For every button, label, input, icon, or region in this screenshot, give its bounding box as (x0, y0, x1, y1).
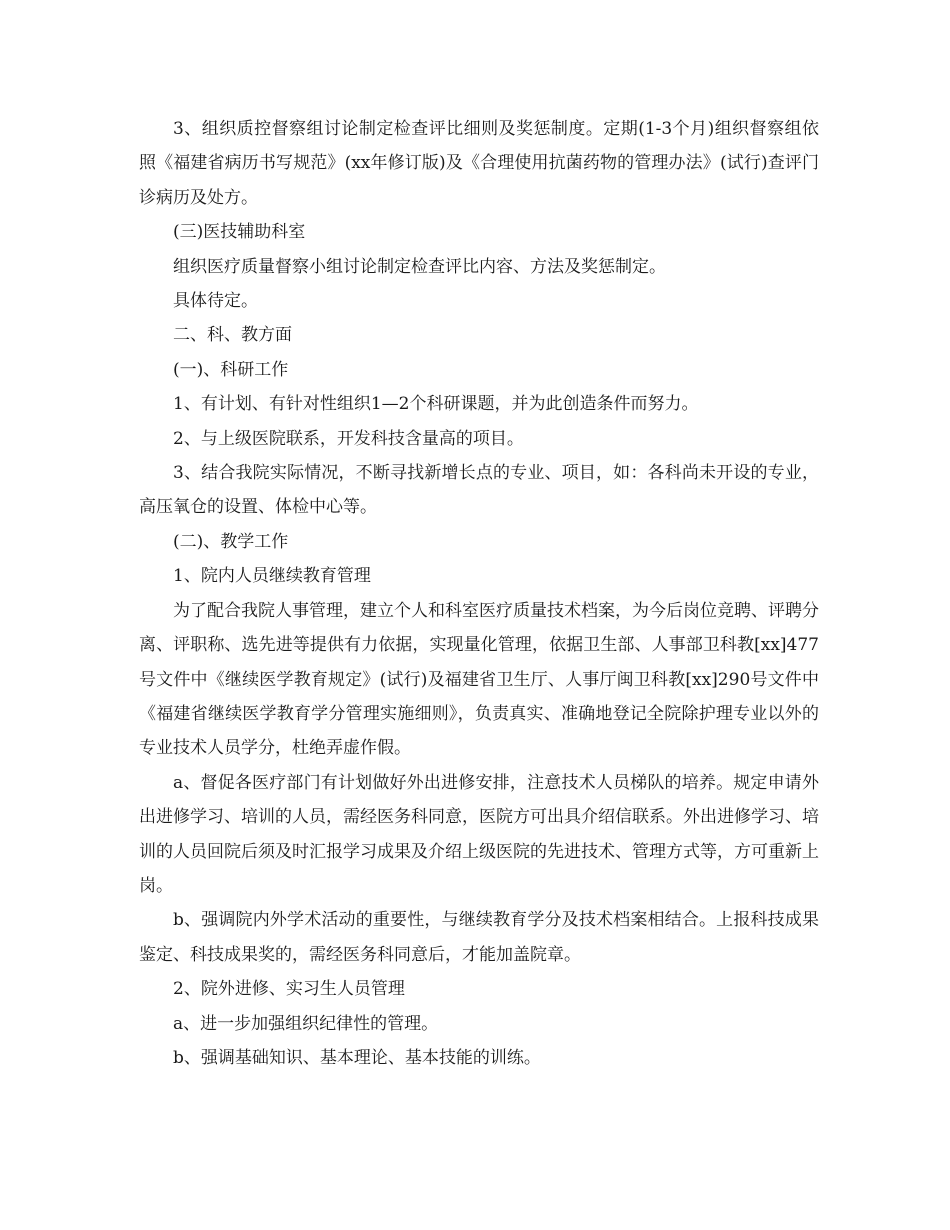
paragraph: 2、与上级医院联系，开发科技含量高的项目。 (173, 428, 524, 449)
section-heading: 1、院内人员继续教育管理 (173, 566, 371, 587)
paragraph: b、强调院内外学术活动的重要性，与继续教育学分及技术档案相结合。上报科技成果鉴定、科技成果奖的，需经医务科同意后，才能加盖院章。 (139, 910, 819, 965)
paragraph: 具体待定。 (173, 291, 258, 312)
paragraph: 1、有计划、有针对性组织1—2个科研课题，并为此创造条件而努力。 (173, 394, 699, 415)
section-heading: 二、科、教方面 (173, 325, 292, 346)
section-heading: (一)、科研工作 (173, 359, 289, 380)
paragraph: 3、结合我院实际情况，不断寻找新增长点的专业、项目，如：各科尚未开设的专业，高压氧仓的设置、体检中心等。 (139, 463, 819, 518)
paragraph: 组织医疗质量督察小组讨论制定检查评比内容、方法及奖惩制定。 (173, 256, 666, 277)
paragraph: 3、组织质控督察组讨论制定检查评比细则及奖惩制度。定期(1-3个月)组织督察组依照《福建省病历书写规范》(xx年修订版)及《合理使用抗菌药物的管理办法》(试行)查评门诊病历及处方。 (139, 119, 819, 208)
paragraph: 为了配合我院人事管理，建立个人和科室医疗质量技术档案，为今后岗位竞聘、评聘分离、评职称、选先进等提供有力依据，实现量化管理，依据卫生部、人事部卫科教[xx]477号文件中《继续医学教育规定》(试行)及福建省卫生厅、人事厅闽卫科教[xx]290号文件中《福建省继续医学教育学分管理实施细则》，负责真实、准确地登记全院除护理专业以外的专业技术人员学分，杜绝弄虚作假。 (139, 600, 819, 759)
section-heading: (二)、教学工作 (173, 531, 289, 552)
paragraph: b、强调基础知识、基本理论、基本技能的训练。 (173, 1047, 541, 1068)
section-heading: 2、院外进修、实习生人员管理 (173, 979, 405, 1000)
paragraph: a、进一步加强组织纪律性的管理。 (173, 1013, 439, 1034)
document-body (139, 112, 819, 1075)
section-heading: (三)医技辅助科室 (173, 222, 306, 243)
paragraph: a、督促各医疗部门有计划做好外出进修安排，注意技术人员梯队的培养。规定申请外出进修学习、培训的人员，需经医务科同意，医院方可出具介绍信联系。外出进修学习、培训的人员回院后须及时汇报学习成果及介绍上级医院的先进技术、管理方式等，方可重新上岗。 (139, 772, 819, 896)
